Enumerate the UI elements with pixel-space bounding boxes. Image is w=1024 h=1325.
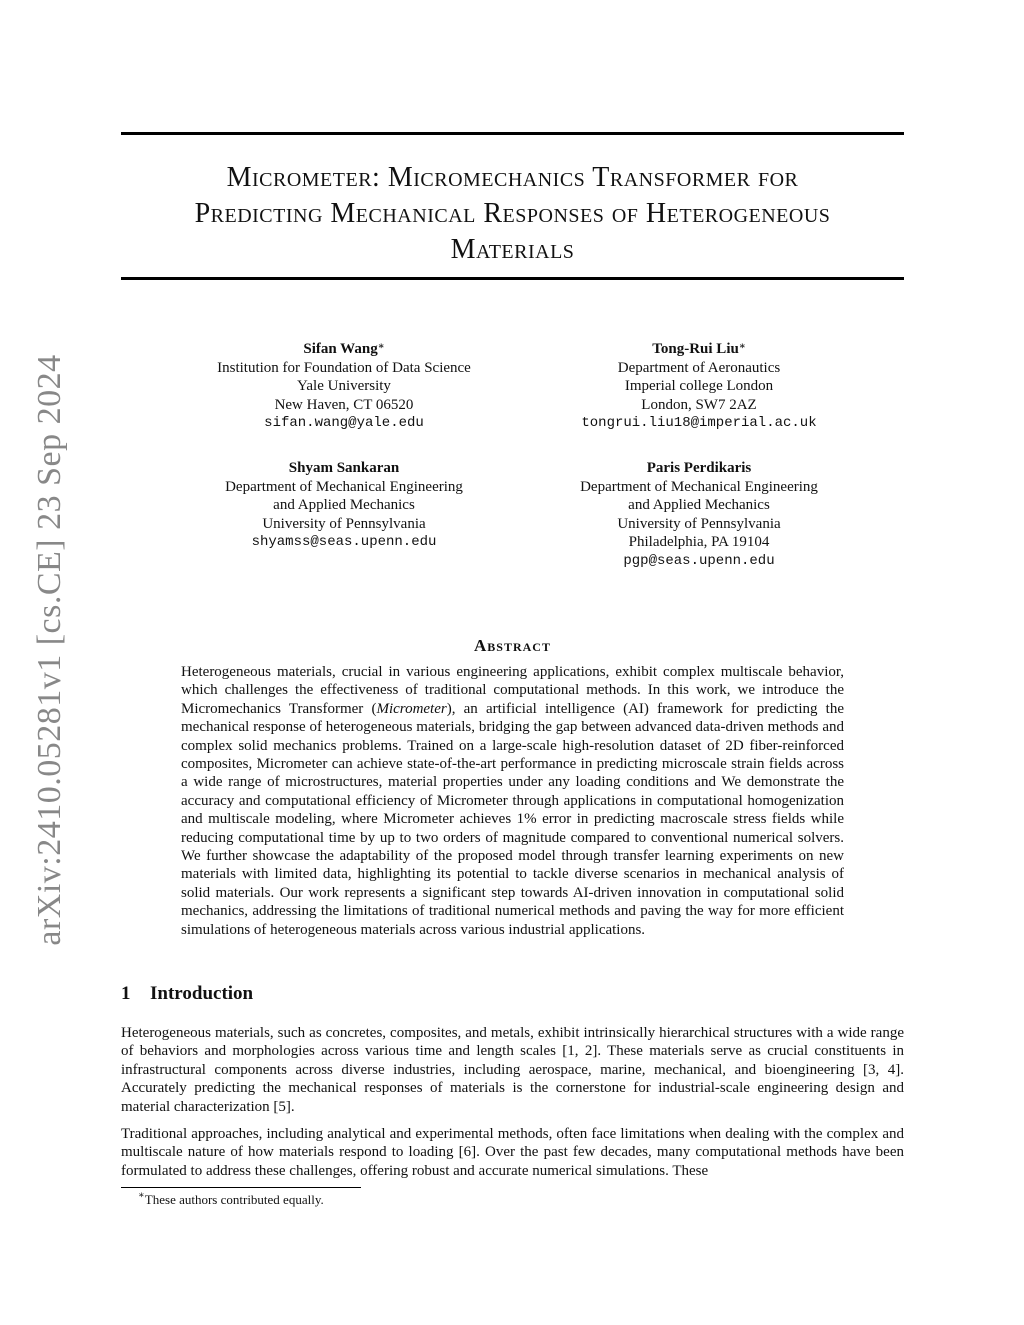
author-affiliation: London, SW7 2AZ — [641, 396, 757, 413]
title-line: Materials — [450, 234, 575, 265]
abstract-text: ), an artificial intelligence (AI) framework for predicting the mechanical response of heterogeneous materials, bridging the gap between advanced data-driven methods and complex solid mechanics problems. Trained on a large-scale high-resolution dataset of 2D fiber-reinforced composites, Micrometer can achieve state-of-the-art performance in predicting microscale strain fields across a wide range of microstructures, material properties under any loading conditions and We demonstrate the accuracy and computational efficiency of Micrometer through applications in computational homogenization and multiscale modeling, where Micrometer achieves 1% error in predicting macroscale stress fields while reducing computational time by up to two orders of magnitude compared to conventional numerical solvers. We further showcase the adaptability of the proposed model through transfer learning experiments on new materials with limited data, highlighting its potential to tackle diverse scenarios in mechanical analysis of solid materials. Our work represents a significant step towards AI-driven innovation in computational solid mechanics, addressing the limitations of traditional numerical methods and paving the way for more efficient simulations of heterogeneous materials across various industrial applications. — [181, 700, 845, 938]
intro-paragraph: Traditional approaches, including analytical and experimental methods, often face limitations when dealing with the complex and multiscale nature of how materials respond to loading [6]. Over the past few decades, many computational methods have been formulated to address these challenges, offering robust and accurate numerical simulations. These — [121, 1126, 904, 1179]
section-heading-introduction — [121, 983, 253, 1005]
section-title: Introduction — [150, 983, 254, 1004]
author-affiliation: Department of Mechanical Engineering — [225, 478, 463, 495]
author-name: Paris Perdikaris — [646, 460, 752, 476]
author-name: Tong-Rui Liu∗ — [652, 341, 746, 357]
title-line: Micrometer: Micromechanics Transformer for — [226, 162, 799, 193]
author-block-tong-rui-liu — [519, 340, 879, 433]
title-line: Predicting Mechanical Responses of Heterogeneous — [194, 198, 831, 229]
author-affiliation: Philadelphia, PA 19104 — [628, 534, 770, 550]
title-rule-top — [121, 132, 904, 135]
author-affiliation: and Applied Mechanics — [628, 497, 770, 513]
author-affiliation: and Applied Mechanics — [273, 497, 415, 513]
author-block-sifan-wang — [164, 340, 524, 433]
author-block-paris-perdikaris — [519, 459, 879, 570]
abstract-body — [181, 663, 844, 939]
author-email[interactable]: tongrui.liu18@imperial.ac.uk — [581, 415, 817, 431]
section-number: 1 — [121, 983, 131, 1004]
footnote — [138, 1192, 324, 1208]
author-affiliation: Yale University — [297, 378, 391, 394]
author-affiliation: Department of Aeronautics — [617, 359, 781, 376]
author-affiliation: New Haven, CT 06520 — [274, 396, 414, 413]
author-affiliation: University of Pennsylvania — [617, 515, 781, 532]
footnote-mark: ∗ — [138, 1190, 145, 1201]
title-rule-bottom — [121, 277, 904, 280]
author-affiliation: Department of Mechanical Engineering — [580, 478, 818, 495]
author-affiliation: University of Pennsylvania — [262, 515, 426, 532]
footnote-rule — [121, 1187, 361, 1188]
author-block-shyam-sankaran — [164, 459, 524, 552]
footnote-text: These authors contributed equally. — [144, 1192, 324, 1207]
intro-paragraph: Heterogeneous materials, such as concretes, composites, and metals, exhibit intrinsically hierarchical structures with a wide range of behaviors and morphologies across various time and length scales [1, 2]. These materials serve as crucial constituents in infrastructural components across diverse industries, including aerospace, marine, mechanical, and bioengineering [3, 4]. Accurately predicting the mechanical responses of materials is the cornerstone for industrial-scale engineering design and material characterization [5]. — [121, 1025, 904, 1115]
abstract-text: Heterogeneous materials, crucial in various engineering applications, exhibit complex multiscale behavior, which challenges the effectiveness of traditional computational methods. In this work, we introduce the Micromechanics Transformer ( — [181, 664, 844, 717]
author-name: Sifan Wang∗ — [303, 341, 385, 357]
author-affiliation: Institution for Foundation of Data Science — [217, 359, 471, 376]
abstract-model-name: Micrometer — [376, 700, 447, 717]
abstract-heading: Abstract — [474, 636, 551, 655]
author-email[interactable]: sifan.wang@yale.edu — [264, 415, 424, 431]
author-email[interactable]: shyamss@seas.upenn.edu — [251, 534, 437, 550]
paper-title — [121, 160, 904, 268]
author-affiliation: Imperial college London — [624, 378, 774, 394]
author-email[interactable]: pgp@seas.upenn.edu — [623, 552, 775, 569]
author-name: Shyam Sankaran — [288, 460, 400, 476]
arxiv-stamp-text: arXiv:2410.05281v1 [cs.CE] 23 Sep 2024 — [31, 354, 68, 946]
